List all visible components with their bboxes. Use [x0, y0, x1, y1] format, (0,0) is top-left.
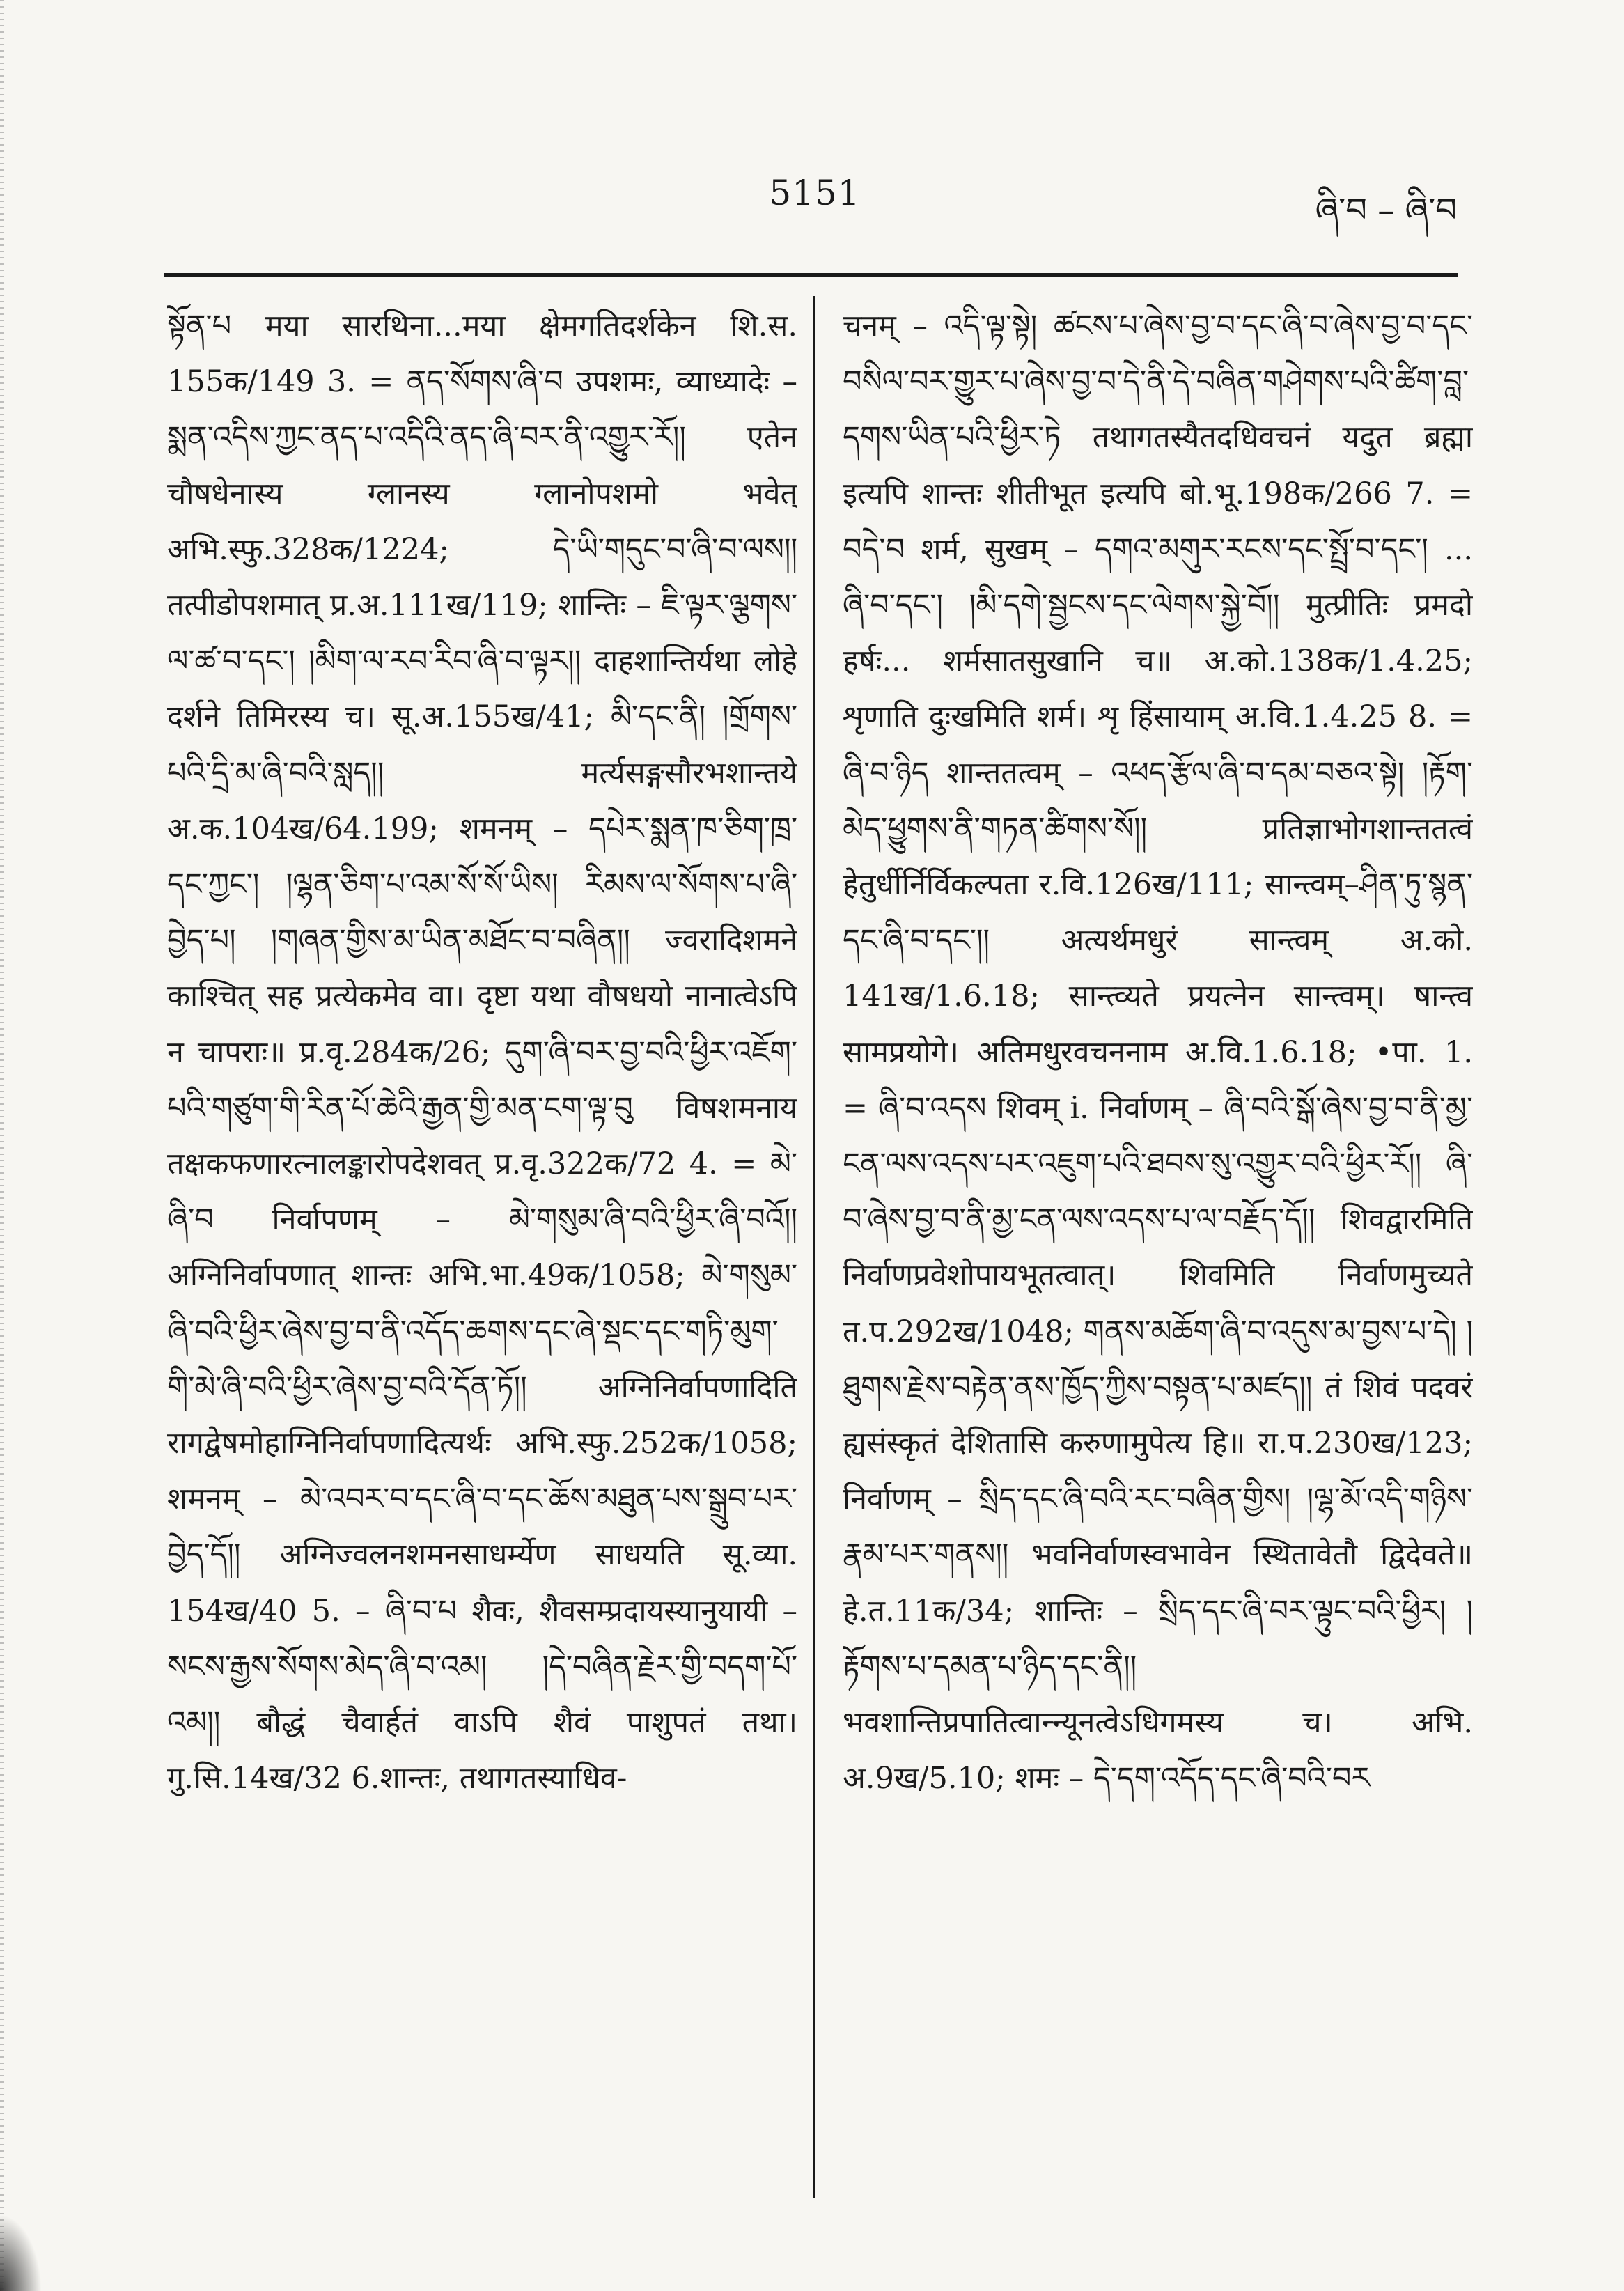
scan-corner-smudge [0, 2214, 42, 2291]
header-rule [164, 273, 1458, 277]
column-divider [813, 296, 815, 2198]
right-column-text: चनम् – འདི་ལྟ་སྟེ། ཚངས་པ་ཞེས་བྱ་བ་དང་ཞི་བ་ཞེས་བྱ་བ་དང་བསིལ་བར་གྱུར་པ་ཞེས་བྱ་བ་དེ་ནི་དེ་བཞིན་གཤེགས་པའི་ཚིག་བླ་དགས་ཡིན་པའི་ཕྱིར་ཏེ तथागतस्यैतदधिवचनं यदुत ब्रह्मा इत्यपि शान्तः शीतीभूत इत्यपि बो.भू.198क/266 7. = བདེ་བ शर्म, सुखम् – དགའ་མགུར་རངས་དང་སྤྲོ་བ་དང་། ... ཞི་བ་དང་། །མི་དགེ་སྦྱངས་དང་ལེགས་སྐྱེ་བོ།། मुत्प्रीतिः प्रमदो हर्षः... शर्मसातसुखानि च॥ अ.को.138क/1.4.25; शृणाति दुःखमिति शर्म। शृ हिंसायाम् अ.वि.1.4.25 8. = ཞི་བ་ཉིད शान्ततत्वम् – འཕད་རྩོལ་ཞི་བ་དམ་བཅའ་སྟེ། །རྟོག་མེད་ཕྱུགས་ནི་གཏན་ཚིགས་སོ།། प्रतिज्ञाभोगशान्ततत्वं हेतुर्धीर्निर्विकल्पता र.वि.126ख/111; सान्त्वम्–ཤིན་ཏུ་སྙན་དང་ཞི་བ་དང་།། अत्यर्थमधुरं सान्त्वम् अ.को. 141ख/1.6.18; सान्त्व्यते प्रयत्नेन सान्त्वम्। षान्त्व सामप्रयोगे। अतिमधुरवचननाम अ.वि.1.6.18; •पा. 1. = ཞི་བ་འདས शिवम् i. निर्वाणम् – ཞི་བའི་སྒོ་ཞེས་བྱ་བ་ནི་མྱ་ངན་ལས་འདས་པར་འཇུག་པའི་ཐབས་སུ་འགྱུར་བའི་ཕྱིར་རོ།། ཞི་བ་ཞེས་བྱ་བ་ནི་མྱ་ངན་ལས་འདས་པ་ལ་བརྗོད་དོ།། शिवद्वारमिति निर्वाणप्रवेशोपायभूतत्वात्। शिवमिति निर्वाणमुच्यते त.प.292ख/1048; གནས་མཆོག་ཞི་བ་འདུས་མ་བྱས་པ་དེ། །ཐུགས་རྗེས་བརྟེན་ནས་ཁྱོད་ཀྱིས་བསྟན་པ་མཛད།། तं शिवं पदवरं ह्यसंस्कृतं देशितासि करुणामुपेत्य हि॥ रा.प.230ख/123; निर्वाणम् – སྲིད་དང་ཞི་བའི་རང་བཞིན་གྱིས། །ལྷ་མོ་འདི་གཉིས་རྣམ་པར་གནས།། भवनिर्वाणस्वभावेन स्थितावेतौ द्विदेवते॥ हे.त.11क/34; शान्तिः – སྲིད་དང་ཞི་བར་ལྟུང་བའི་ཕྱིར། །རྟོགས་པ་དམན་པ་ཉིད་དང་ནི།། भवशान्तिप्रपातित्वान्न्यूनत्वेऽधिगमस्य च। अभि. अ.9ख/5.10; शमः – དེ་དག་འདོད་དང་ཞི་བའི་བར [843, 309, 1473, 1796]
page-number: 5151 [769, 173, 861, 213]
scan-edge-marks [0, 0, 4, 2291]
left-column [167, 298, 797, 2193]
left-column-text: སྟོན་པ मया सारथिना...मया क्षेमगतिदर्शकेन शि.स. 155क/149 3. = ནད་སོགས་ཞི་བ उपशमः, व्याध्यादेः – སྨན་འདིས་ཀྱང་ནད་པ་འདིའི་ནད་ཞི་བར་ནི་འགྱུར་རོ།། एतेन चौषधेनास्य ग्लानस्य ग्लानोपशमो भवेत् अभि.स्फु.328क/1224; དེ་ཡི་གདུང་བ་ཞི་བ་ལས།། तत्पीडोपशमात् प्र.अ.111ख/119; शान्तिः – ཇི་ལྟར་ལྕགས་ལ་ཚ་བ་དང་། །མིག་ལ་རབ་རིབ་ཞི་བ་ལྟར།། दाहशान्तिर्यथा लोहे दर्शने तिमिरस्य च। सू.अ.155ख/41; མི་དང་ནི། །གྲོགས་པའི་དྲི་མ་ཞི་བའི་སླད།། मर्त्यसङ्गसौरभशान्तये अ.क.104ख/64.199; शमनम् – དཔེར་སྨན་ཁ་ཅིག་ཁྲ་དང་ཀྱང་། །ལྷན་ཅིག་པ་འམ་སོ་སོ་ཡིས། རིམས་ལ་སོགས་པ་ཞི་བྱེད་པ། །གཞན་གྱིས་མ་ཡིན་མཐོང་བ་བཞིན།། ज्वरादिशमने काश्चित् सह प्रत्येकमेव वा। दृष्टा यथा वौषधयो नानात्वेऽपि न चापराः॥ प्र.वृ.284क/26; དུག་ཞི་བར་བྱ་བའི་ཕྱིར་འཇོག་པའི་གཙུག་གི་རིན་པོ་ཆེའི་རྒྱན་གྱི་མན་ངག་ལྟ་བུ विषशमनाय तक्षकफणारत्नालङ्कारोपदेशवत् प्र.वृ.322क/72 4. = མེ་ཞི་བ निर्वापणम् – མེ་གསུམ་ཞི་བའི་ཕྱིར་ཞི་བའོ།། अग्निनिर्वापणात् शान्तः अभि.भा.49क/1058; མེ་གསུམ་ཞི་བའི་ཕྱིར་ཞེས་བྱ་བ་ནི་འདོད་ཆགས་དང་ཞེ་སྡང་དང་གཏི་མུག་གི་མེ་ཞི་བའི་ཕྱིར་ཞེས་བྱ་བའི་དོན་ཏོ།། अग्निनिर्वापणादिति रागद्वेषमोहाग्निनिर्वापणादित्यर्थः अभि.स्फु.252क/1058; शमनम् – མེ་འབར་བ་དང་ཞི་བ་དང་ཆོས་མཐུན་པས་སྒྲུབ་པར་བྱེད་དོ།། अग्निज्वलनशमनसाधर्म्येण साधयति सू.व्या. 154ख/40 5. – ཞི་བ་པ शैवः, शैवसम्प्रदायस्यानुयायी – སངས་རྒྱས་སོགས་མེད་ཞི་བ་འམ། །དེ་བཞིན་རྗེར་གྱི་བདག་པོ་འམ།། बौद्धं चैवार्हतं वाऽपि शैवं पाशुपतं तथा। गु.सि.14ख/32 6.शान्तः, तथागतस्याधिव- [167, 309, 797, 1796]
running-head: ཞི་བ – ཞི་བ [1315, 191, 1457, 230]
right-column [843, 298, 1473, 2193]
